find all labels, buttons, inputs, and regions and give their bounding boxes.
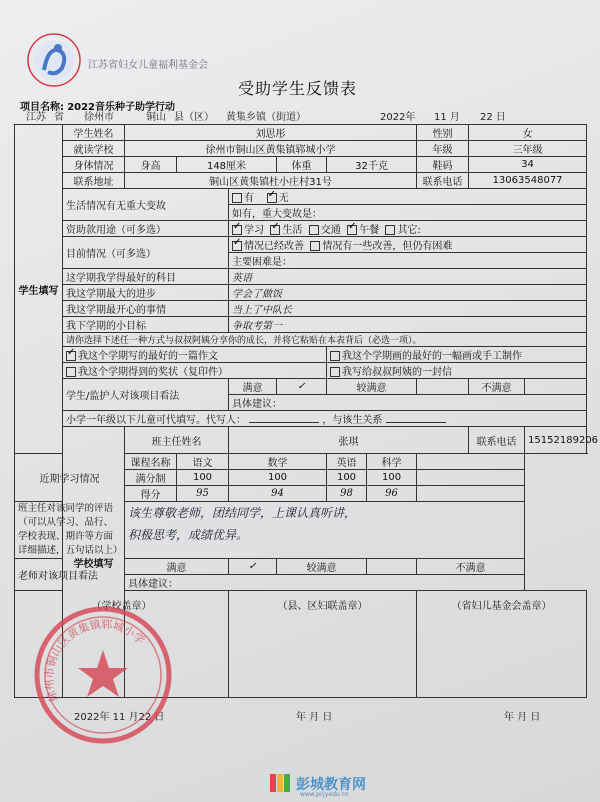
gender-value: 女	[469, 125, 587, 141]
row-fund-usage	[15, 221, 587, 237]
fund-option-transport: 交通	[320, 225, 341, 236]
teacher-value: 张琪	[229, 427, 469, 454]
shoe-value: 34	[469, 157, 587, 173]
school-label: 就读学校	[63, 141, 125, 157]
weight-label: 体重	[277, 157, 327, 173]
county-stamp-date: 年 月 日	[296, 712, 333, 723]
row-share-prompt	[15, 333, 587, 347]
fund-option-other: 其它:	[397, 225, 421, 236]
share-option-letter	[327, 363, 587, 379]
proxy-name-field[interactable]	[249, 422, 319, 423]
school-stamp-label: （学校盖章）	[91, 601, 152, 612]
row-progress	[15, 285, 587, 301]
score-english: 98	[327, 486, 367, 502]
fund-option-lunch: 午餐	[359, 225, 380, 236]
opinion-suggest: 具体建议：	[229, 395, 587, 411]
score-label: 得分	[125, 486, 177, 502]
fund-life-checkbox[interactable]	[270, 225, 280, 235]
progress-question: 我这学期最大的进步	[63, 285, 229, 301]
school-seal-stamp	[28, 600, 178, 750]
course-math: 数学	[229, 454, 327, 470]
current-label: 目前情况（可多选）	[63, 237, 229, 269]
teacher-opinion-fair: 较满意	[277, 559, 367, 575]
score-chinese: 95	[177, 486, 229, 502]
height-value: 148厘米	[177, 157, 277, 173]
county-stamp-label: （县、区妇联盖章）	[277, 601, 368, 612]
opinion-label: 学生/监护人对该项目看法	[63, 379, 229, 411]
foundation-name: 江苏省妇女儿童福利基金会	[88, 60, 208, 71]
address-line	[20, 108, 580, 122]
grade-value: 三年级	[469, 141, 587, 157]
row-school	[15, 141, 587, 157]
row-happy	[15, 301, 587, 317]
fund-transport-checkbox[interactable]	[309, 225, 319, 235]
gender-label: 性别	[417, 125, 469, 141]
fund-study-checkbox[interactable]	[232, 225, 242, 235]
seal-text: 徐州市铜山区黄集镇郓城小学	[42, 617, 148, 704]
share-essay-checkbox[interactable]	[66, 351, 76, 361]
row-goal	[15, 317, 587, 333]
recent-label: 近期学习情况	[15, 454, 125, 502]
comment-cell	[125, 502, 525, 559]
town: 黄集乡镇（街道）	[226, 112, 306, 123]
progress-answer: 学会了做饭	[229, 285, 587, 301]
row-address	[15, 173, 587, 189]
name-value: 刘思彤	[125, 125, 417, 141]
current-improved-checkbox[interactable]	[232, 241, 242, 251]
watermark-text: 彭城教育网	[296, 777, 366, 793]
province-stamp-date: 年 月 日	[504, 712, 541, 723]
current-option-partial: 情况有一些改善，但仍有困难	[322, 241, 453, 252]
date-month: 11 月	[434, 112, 460, 123]
foundation-logo	[24, 30, 84, 90]
share-option-award	[63, 363, 327, 379]
grade-label: 年级	[417, 141, 469, 157]
course-label: 课程名称	[125, 454, 177, 470]
row-life-change	[15, 189, 587, 205]
county-unit: 县（区）	[174, 112, 214, 123]
share-essay-label: 我这个学期写的最好的一篇作文	[78, 351, 218, 362]
happy-question: 我这学期最开心的事情	[63, 301, 229, 317]
county: 铜山	[146, 112, 166, 123]
fund-usage-options	[229, 221, 587, 237]
full-science: 100	[367, 470, 417, 486]
score-blank	[417, 486, 525, 502]
proxy-relation: ，与该生关系	[322, 415, 383, 426]
course-blank	[417, 454, 525, 470]
best-subject-question: 这学期我学得最好的科目	[63, 269, 229, 285]
comment-text-1: 该生尊敬老师，团结同学，上课认真听讲，	[128, 506, 357, 520]
life-change-yes-checkbox[interactable]	[232, 193, 242, 203]
weight-value: 32千克	[327, 157, 417, 173]
date-year: 2022年	[380, 112, 416, 123]
province: 江苏	[26, 112, 46, 123]
county-stamp-cell	[229, 591, 417, 698]
life-change-detail: 如有，重大变故是：	[229, 205, 587, 221]
teacher-opinion-satisfied: 满意	[125, 559, 229, 575]
teacher-phone-label: 联系电话	[469, 427, 525, 454]
fund-lunch-checkbox[interactable]	[347, 225, 357, 235]
opinion-satisfied-mark: ✓	[277, 379, 327, 395]
current-partial-checkbox[interactable]	[310, 241, 320, 251]
province-stamp-cell	[417, 591, 587, 698]
life-change-label: 生活情况有无重大变故	[63, 189, 229, 221]
student-section-label: 学生填写	[15, 125, 63, 454]
comment-label: 班主任对该同学的评语（可以从学习、品行、学校表现、期许等方面详细描述，五句话以上）	[15, 502, 125, 559]
opinion-satisfied: 满意	[229, 379, 277, 395]
body-label: 身体情况	[63, 157, 125, 173]
life-change-no-label: 无	[278, 193, 289, 204]
full-label: 满分制	[125, 470, 177, 486]
teacher-opinion-label: 老师对该项目看法	[15, 559, 125, 591]
share-prompt: 请你选择下述任一种方式与叔叔阿姨分享你的成长，并将它粘贴在本表背后（必选一项）。	[63, 333, 587, 347]
date-day: 22 日	[480, 112, 506, 123]
proxy-note: 小学一年级以下儿童可代填写。代写人：	[66, 415, 246, 426]
teacher-suggest: 具体建议：	[125, 575, 525, 591]
address-label: 联系地址	[63, 173, 125, 189]
comment-text-2: 积极思考，成绩优异。	[128, 528, 249, 542]
province-unit: 省	[54, 112, 64, 123]
proxy-relation-field[interactable]	[386, 422, 446, 423]
course-chinese: 语文	[177, 454, 229, 470]
goal-question: 我下学期的小目标	[63, 317, 229, 333]
province-stamp-label: （省妇儿基金会盖章）	[451, 601, 552, 612]
project-name: 2022音乐种子助学行动	[67, 102, 176, 113]
full-chinese: 100	[177, 470, 229, 486]
full-blank	[417, 470, 525, 486]
life-change-yes-label: 有	[244, 193, 254, 204]
shoe-label: 鞋码	[417, 157, 469, 173]
row-best-subject	[15, 269, 587, 285]
fund-usage-label: 资助款用途（可多选）	[63, 221, 229, 237]
city: 徐州市	[84, 112, 114, 123]
phone-value: 13063548077	[469, 173, 587, 189]
teacher-opinion-fair-mark	[367, 559, 417, 575]
fund-other-checkbox[interactable]	[385, 225, 395, 235]
fund-option-study: 学习	[244, 225, 264, 236]
address-value: 铜山区黄集镇杜小庄村31号	[125, 173, 417, 189]
teacher-opinion-unsatisfied: 不满意	[417, 559, 525, 575]
fund-option-life: 生活	[282, 225, 303, 236]
row-opinion	[15, 379, 587, 395]
share-option-drawing	[327, 347, 587, 363]
share-option-essay	[63, 347, 327, 363]
share-award-checkbox[interactable]	[66, 367, 76, 377]
school-stamp-date: 2022年 11 月22 日	[74, 712, 165, 723]
proxy-note-cell	[63, 411, 587, 427]
current-difficulty: 主要困难是：	[229, 253, 587, 269]
form-title: 受助学生反馈表	[238, 79, 358, 98]
phone-label: 联系电话	[417, 173, 469, 189]
row-proxy	[15, 411, 587, 427]
current-options	[229, 237, 587, 253]
best-subject-answer: 英语	[229, 269, 587, 285]
share-drawing-checkbox[interactable]	[330, 351, 340, 361]
goal-answer: 争取考第一	[229, 317, 587, 333]
row-teacher	[15, 427, 587, 454]
row-current	[15, 237, 587, 253]
row-body	[15, 157, 587, 173]
opinion-unsatisfied-mark	[525, 379, 587, 395]
share-letter-label: 我写给叔叔阿姨的一封信	[342, 367, 452, 378]
name-label: 学生姓名	[63, 125, 125, 141]
score-science: 96	[367, 486, 417, 502]
share-letter-checkbox[interactable]	[330, 367, 340, 377]
row-name	[15, 125, 587, 141]
teacher-label: 班主任姓名	[125, 427, 229, 454]
course-science: 科学	[367, 454, 417, 470]
score-math: 94	[229, 486, 327, 502]
full-math: 100	[229, 470, 327, 486]
share-drawing-label: 我这个学期画的最好的一幅画或手工制作	[342, 351, 522, 362]
opinion-unsatisfied: 不满意	[469, 379, 525, 395]
course-english: 英语	[327, 454, 367, 470]
school-value: 徐州市铜山区黄集镇郓城小学	[125, 141, 417, 157]
opinion-fair-mark	[417, 379, 469, 395]
full-english: 100	[327, 470, 367, 486]
happy-answer: 当上了中队长	[229, 301, 587, 317]
watermark-url: www.pcjyedu.cn	[300, 791, 349, 798]
opinion-fair: 较满意	[327, 379, 417, 395]
row-share-1	[15, 347, 587, 363]
current-option-improved: 情况已经改善	[244, 241, 304, 252]
row-courses	[15, 454, 587, 470]
teacher-phone-value: 15152189206	[525, 427, 587, 454]
project-label: 项目名称:	[20, 102, 64, 113]
height-label: 身高	[125, 157, 177, 173]
share-award-label: 我这个学期得到的奖状（复印件）	[78, 367, 228, 378]
life-change-options	[229, 189, 587, 205]
school-section-label: 学校填写	[63, 427, 125, 698]
life-change-no-checkbox[interactable]	[267, 193, 277, 203]
teacher-opinion-satisfied-mark: ✓	[229, 559, 277, 575]
row-share-2	[15, 363, 587, 379]
